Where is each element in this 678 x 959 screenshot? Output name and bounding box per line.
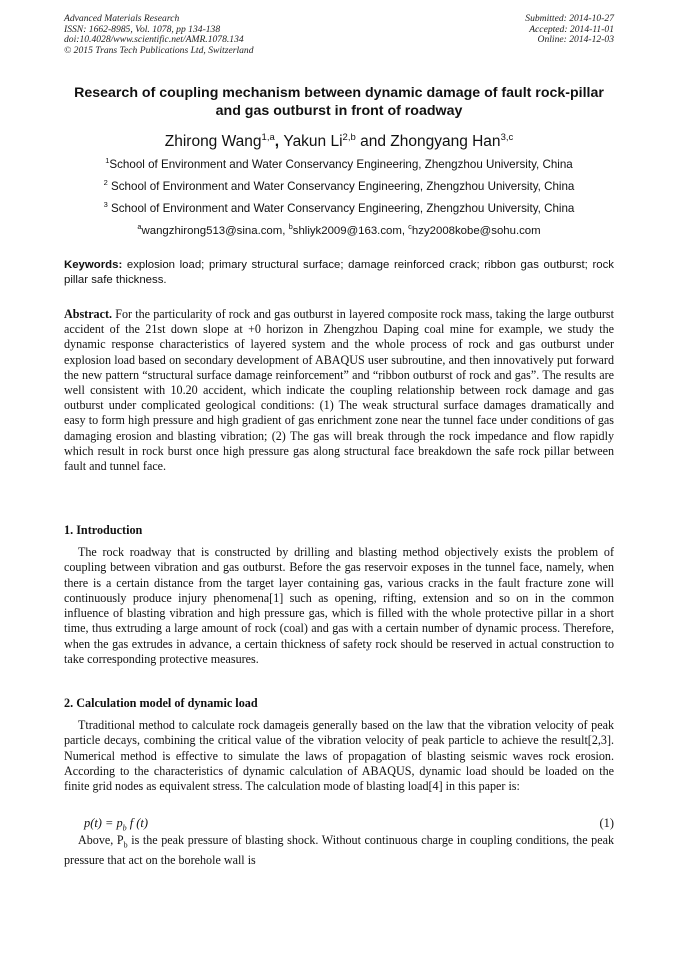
section-heading-calculation-model: 2. Calculation model of dynamic load	[64, 696, 258, 710]
journal-name: Advanced Materials Research	[64, 13, 180, 24]
journal-info	[64, 14, 254, 56]
peak-pressure-paragraph	[64, 833, 614, 868]
copyright-line: © 2015 Trans Tech Publications Ltd, Switzerland	[64, 44, 254, 56]
author-list	[64, 132, 614, 151]
doi-line: doi:10.4028/www.scientific.net/AMR.1078.134	[64, 34, 244, 46]
calculation-paragraph: Ttraditional method to calculate rock damageis generally based on the law that the vibration velocity of peak particle decays, combining the critical value of the vibration velocity of peak particle to achieve the result[2,3]. Numerical method is effective to simulate the laws of propagation of blasting seismic waves rock erosion. According to the characteristics of dynamic calculation of ABAQUS, dynamic load should be loaded on the finite grid nodes as equivalent stress. The calculation mode of blasting load[4] in this paper is:	[64, 718, 614, 794]
author-affiliation-mark: 3,c	[500, 132, 514, 143]
affiliation	[64, 178, 614, 193]
email-link[interactable]: hzy2008kobe@sohu.com	[411, 225, 541, 237]
email-mark: c	[408, 222, 412, 231]
author-name: Zhongyang Han	[390, 133, 501, 150]
affiliation-mark: 2	[103, 178, 108, 187]
peak-pressure-text-post: is the peak pressure of blasting shock. Without continuous charge in coupling conditions, the peak pressure that act on the borehole wall is	[64, 833, 615, 867]
affiliation-text: School of Environment and Water Conservancy Engineering, Zhengzhou University, China	[107, 202, 575, 215]
affiliation-mark: 3	[103, 200, 108, 209]
issn-line: ISSN: 1662-8985, Vol. 1078, pp 134-138	[64, 23, 221, 35]
author-affiliation-mark: 2,b	[342, 132, 356, 143]
keywords-label: Keywords:	[64, 259, 123, 271]
abstract-label: Abstract.	[64, 307, 113, 321]
peak-pressure-subscript: b	[123, 840, 128, 850]
introduction-paragraph: The rock roadway that is constructed by drilling and blasting method objectively exists the problem of coupling between vibration and gas outburst. Before the gas reservoir exposes in the tunnel face, namely, when there is a certain distance from the target layer containing gas, various cracks in the fault fracture zone will continuously produce injury phenomena[1] such as opening, rifting, extension and so on in the common influence of blasting vibration and high pressure gas, which is filled with the whole protective pillar in a short time, thus extruding a large amount of rock (coal) and gas with a certain number of dynamic process. Therefore, when the gas extrudes in advance, a certain thickness of safety rock should be reserved in actual construction to take corresponding protective measures.	[64, 545, 614, 667]
online-date: Online: 2014-12-03	[537, 34, 614, 46]
keywords-text: explosion load; primary structural surface; damage reinforced crack; ribbon gas outburst; rock pillar safe thickness.	[64, 259, 614, 286]
abstract-text: For the particularity of rock and gas outburst in layered composite rock mass, taking the large outburst accident of the 21st down slope at +0 horizon in Zhengzhou Daping coal mine for example, we study the dynamic response characteristics of layered system and the whole process of rock and gas outburst under explosion load based on secondary development of ABAQUS user subroutine, and then innovatively put forward the new pattern “structural surface damage reinforcement” and “ribbon outburst of rock and gas”. The results are well consistent with 10.20 accident, which indicate the coupling relationship between rock damage and gas outburst under complicated geological conditions: (1) The weak structural surface damages dramatically and easy to form high pressure and high gradient of gas enrichment zone near the tunnel face under conditions of gas damaging erosion and blasting vibration; (2) The gas will break through the rock impedance and flow rapidly which result in rock burst once high pressure gas along structural face breakdown the safe rock pillar between fault and tunnel face.	[64, 307, 614, 474]
author-name: Zhirong Wang	[164, 133, 262, 150]
affiliation	[64, 200, 614, 215]
email-link[interactable]: shliyk2009@163.com,	[292, 225, 409, 237]
section-heading-introduction: 1. Introduction	[64, 523, 143, 537]
author-separator: and	[355, 133, 391, 150]
author-affiliation-mark: 1,a	[261, 132, 275, 143]
equation-1	[84, 816, 614, 832]
publication-dates	[525, 14, 614, 46]
affiliation-text: School of Environment and Water Conservancy Engineering, Zhengzhou University, China	[109, 158, 573, 171]
peak-pressure-text-pre: Above, P	[78, 833, 124, 847]
author-separator: ,	[274, 133, 284, 150]
equation-rhs: f (t)	[126, 816, 148, 830]
author-emails	[64, 222, 614, 237]
keywords-block	[64, 258, 614, 288]
affiliation-mark: 1	[105, 156, 110, 165]
abstract-block	[64, 307, 614, 474]
submitted-date: Submitted: 2014-10-27	[525, 13, 614, 24]
author-name: Yakun Li	[283, 133, 343, 150]
email-mark: b	[288, 222, 293, 231]
equation-number: (1)	[599, 816, 614, 830]
affiliation-text: School of Environment and Water Conservancy Engineering, Zhengzhou University, China	[107, 180, 575, 193]
equation-subscript: b	[122, 823, 127, 833]
email-link[interactable]: wangzhirong513@sina.com,	[141, 225, 289, 237]
email-mark: a	[137, 222, 142, 231]
accepted-date: Accepted: 2014-11-01	[529, 23, 614, 35]
paper-title: Research of coupling mechanism between dynamic damage of fault rock-pillar and gas outburst in front of roadway	[74, 85, 604, 119]
equation-lhs: p(t) = p	[84, 816, 123, 830]
affiliation	[64, 156, 614, 171]
